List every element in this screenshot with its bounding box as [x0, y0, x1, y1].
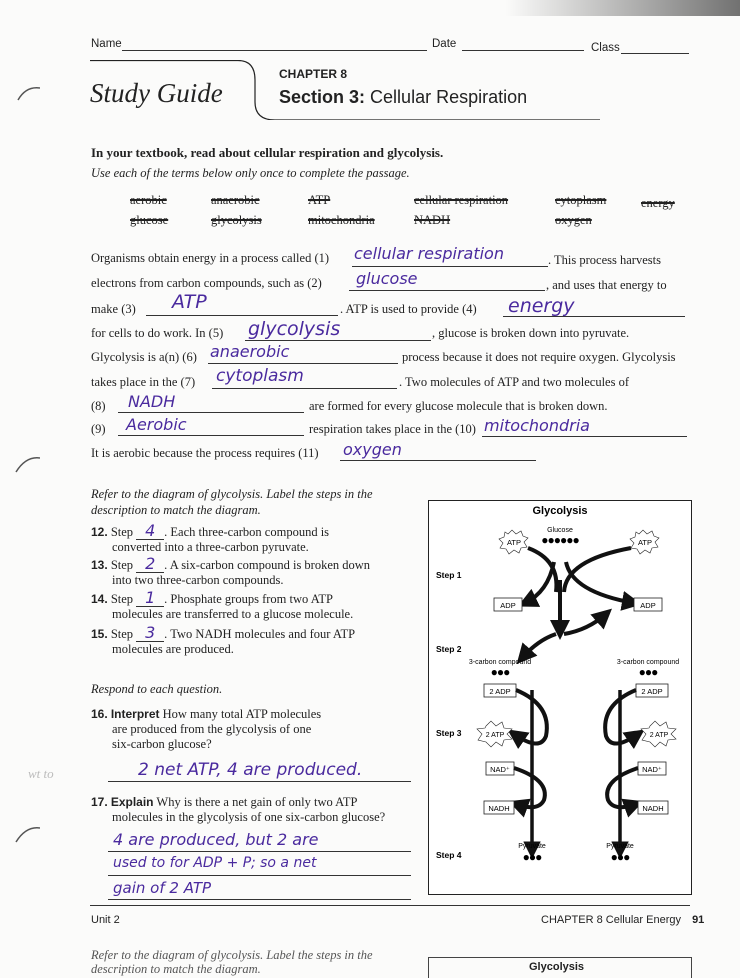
two-adp-label-right: 2 ADP — [641, 687, 663, 696]
q13-text-1: . A six-carbon compound is broken down — [164, 558, 371, 572]
section-number: Section 3: — [279, 87, 366, 107]
step-question-13 — [91, 554, 421, 587]
footer-unit: Unit 2 — [91, 914, 120, 926]
pyruvate-carbons-left: ●●● — [522, 850, 542, 864]
passage-line-3b: . ATP is used to provide (4) — [340, 302, 477, 316]
word-energy: energy — [641, 196, 675, 210]
adp-label-right: ADP — [640, 601, 656, 610]
step-1-label: Step 1 — [436, 570, 462, 580]
bleed-diagram-title: Glycolysis — [529, 961, 585, 973]
q12-answer: 4 — [145, 521, 156, 540]
date-field[interactable] — [462, 50, 584, 51]
blank-1[interactable] — [352, 266, 548, 267]
q12-text-2: converted into a three-carbon pyruvate. — [112, 540, 309, 554]
passage-line-1b: . This process harvests — [548, 253, 661, 267]
diagram-border — [429, 501, 692, 895]
q15-text-2: molecules are produced. — [112, 642, 234, 656]
q13-blank[interactable] — [136, 554, 164, 573]
answer-11: oxygen — [343, 440, 402, 459]
q17-answer-line-1[interactable] — [108, 851, 411, 852]
q16-answer-line[interactable] — [108, 781, 411, 782]
step-question-14 — [91, 588, 421, 621]
q17-answer-1: 4 are produced, but 2 are — [113, 830, 319, 849]
adp-label-left: ADP — [500, 601, 516, 610]
q16-text-3: six-carbon glucose? — [112, 737, 212, 751]
diagram-title: Glycolysis — [532, 505, 588, 517]
answer-5: glycolysis — [248, 318, 341, 340]
q17-text-2: molecules in the glycolysis of one six-carbon glucose? — [112, 810, 386, 824]
q16-answer: 2 net ATP, 4 are produced. — [138, 760, 363, 780]
q15-number: 15. — [91, 627, 108, 641]
name-label: Name — [91, 38, 122, 50]
q17-answer-line-2[interactable] — [108, 875, 411, 876]
q17-text-1: Why is there a net gain of only two ATP — [156, 795, 358, 809]
passage-line-3a: make (3) — [91, 302, 136, 316]
blank-8[interactable] — [118, 412, 304, 413]
question-16 — [91, 707, 421, 752]
q17-answer-3: gain of 2 ATP — [113, 879, 212, 897]
step-2-label: Step 2 — [436, 644, 462, 654]
atp-label-left: ATP — [506, 538, 522, 547]
pyruvate-label-right: Pyruvate — [606, 843, 634, 850]
q17-answer-line-3[interactable] — [108, 899, 411, 900]
nadh-label-right: NADH — [642, 804, 664, 813]
word-cellular-respiration: cellular respiration — [414, 193, 509, 207]
study-guide-title: Study Guide — [90, 78, 223, 108]
q12-number: 12. — [91, 525, 108, 539]
word-oxygen: oxygen — [555, 213, 592, 227]
bleed-line-1: Refer to the diagram of glycolysis. Label the steps in the — [91, 948, 373, 962]
three-carbon-carbons-right: ●●● — [638, 665, 658, 679]
passage-line-4b: , glucose is broken down into pyruvate. — [432, 326, 630, 340]
footer-rule — [90, 905, 690, 906]
q13-step-label: Step — [110, 558, 134, 572]
answer-1: cellular respiration — [354, 244, 504, 263]
q15-blank[interactable] — [136, 623, 164, 642]
step-3-label: Step 3 — [436, 728, 462, 738]
word-glycolysis: glycolysis — [211, 213, 262, 227]
footer-chapter — [541, 914, 704, 926]
section-name: Cellular Respiration — [370, 87, 528, 107]
pyruvate-carbons-right: ●●● — [610, 850, 630, 864]
word-anaerobic: anaerobic — [211, 193, 260, 207]
respond-instruction: Respond to each question. — [91, 682, 223, 696]
step-question-12 — [91, 521, 411, 554]
scan-shadow — [505, 0, 740, 16]
answer-10: mitochondria — [484, 416, 590, 435]
three-carbon-label-right: 3-carbon compound — [616, 659, 680, 666]
q14-number: 14. — [91, 592, 108, 606]
q13-text-2: into two three-carbon compounds. — [112, 573, 284, 587]
passage-line-6b: . Two molecules of ATP and two molecules of — [399, 375, 629, 389]
q14-blank[interactable] — [136, 588, 164, 607]
word-aerobic: aerobic — [130, 193, 167, 207]
word-atp: ATP — [308, 193, 331, 207]
page-number: 91 — [692, 914, 705, 926]
answer-7: cytoplasm — [216, 366, 304, 386]
answer-4: energy — [508, 295, 575, 317]
word-cytoplasm: cytoplasm — [555, 193, 607, 207]
passage-line-4a: for cells to do work. In (5) — [91, 326, 224, 340]
word-nadh: NADH — [414, 213, 451, 227]
three-carbon-label-left: 3-carbon compound — [468, 659, 532, 666]
glucose-carbons: ●●●●●● — [541, 533, 579, 547]
q13-answer: 2 — [145, 554, 156, 573]
three-carbon-carbons-left: ●●● — [490, 665, 510, 679]
blank-9[interactable] — [118, 435, 304, 436]
blank-5[interactable] — [245, 340, 431, 341]
passage-line-1a: Organisms obtain energy in a process called (1) — [91, 251, 330, 265]
blank-10[interactable] — [482, 436, 687, 437]
intro-heading: In your textbook, read about cellular respiration and glycolysis. — [91, 145, 444, 160]
blank-7[interactable] — [212, 388, 397, 389]
nad-label-left: NAD⁺ — [490, 765, 510, 774]
footer-chapter-text: CHAPTER 8 Cellular Energy — [541, 914, 681, 926]
blank-2[interactable] — [349, 290, 545, 291]
answer-8: NADH — [128, 392, 176, 411]
step-question-15 — [91, 623, 421, 656]
q12-step-label: Step — [110, 525, 134, 539]
q16-ghost-text: wt to — [28, 766, 54, 781]
chapter-label: CHAPTER 8 — [279, 67, 348, 81]
blank-6[interactable] — [208, 363, 398, 364]
passage-line-2b: , and uses that energy to — [546, 278, 667, 292]
word-mitochondria: mitochondria — [308, 213, 375, 227]
diagram-instruction-line-1: Refer to the diagram of glycolysis. Label the steps in the — [91, 487, 373, 501]
date-label: Date — [432, 38, 457, 50]
q15-text-1: . Two NADH molecules and four ATP — [164, 627, 356, 641]
diagram-instruction — [91, 486, 373, 518]
passage-line-6a: takes place in the (7) — [91, 375, 196, 389]
blank-3[interactable] — [146, 315, 338, 316]
q17-answer-2: used to for ADP + P; so a net — [113, 855, 317, 871]
step-4-label: Step 4 — [436, 850, 462, 860]
question-17 — [91, 795, 431, 825]
q14-step-label: Step — [110, 592, 134, 606]
section-title — [279, 87, 527, 108]
q16-number: 16. — [91, 707, 108, 721]
q17-number: 17. — [91, 795, 108, 809]
bleed-diagram-box — [428, 957, 692, 978]
q16-text-2: are produced from the glycolysis of one — [112, 722, 312, 736]
blank-11[interactable] — [340, 460, 536, 461]
q14-text-2: molecules are transferred to a glucose molecule. — [112, 607, 354, 621]
q14-text-1: . Phosphate groups from two ATP — [164, 592, 333, 606]
glycolysis-diagram — [428, 500, 692, 895]
answer-2: glucose — [356, 269, 418, 288]
passage-line-8a: (9) — [91, 422, 106, 436]
atp-label-right: ATP — [637, 538, 653, 547]
q13-number: 13. — [91, 558, 108, 572]
q16-text-1: How many total ATP molecules — [162, 707, 322, 721]
q15-answer: 3 — [145, 623, 156, 642]
two-atp-label-right: 2 ATP — [649, 732, 669, 739]
answer-9: Aerobic — [126, 415, 187, 434]
passage-line-7b: are formed for every glucose molecule that is broken down. — [309, 399, 608, 413]
passage-line-9a: It is aerobic because the process requires (11) — [91, 446, 319, 460]
nad-label-right: NAD⁺ — [642, 765, 662, 774]
class-field[interactable] — [621, 53, 689, 54]
q17-label: Explain — [110, 795, 154, 809]
answer-6: anaerobic — [210, 342, 290, 361]
answer-3: ATP — [172, 291, 207, 313]
passage-line-2a: electrons from carbon compounds, such as (2) — [91, 276, 322, 290]
intro-instruction: Use each of the terms below only once to complete the passage. — [91, 166, 410, 180]
q12-blank[interactable] — [136, 521, 164, 540]
q14-answer: 1 — [145, 588, 156, 607]
bleed-line-2: description to match the diagram. — [91, 962, 261, 976]
class-label: Class — [591, 42, 620, 54]
passage-line-8b: respiration takes place in the (10) — [309, 422, 476, 436]
margin-marks — [0, 0, 40, 970]
nadh-label-left: NADH — [488, 804, 510, 813]
diagram-instruction-line-2: description to match the diagram. — [91, 503, 261, 517]
pyruvate-label-left: Pyruvate — [518, 843, 546, 850]
name-field[interactable] — [122, 50, 427, 51]
glucose-label: Glucose — [547, 527, 573, 534]
q16-label: Interpret — [110, 707, 160, 721]
q12-text-1: . Each three-carbon compound is — [164, 525, 330, 539]
q15-step-label: Step — [110, 627, 134, 641]
word-glucose: glucose — [130, 213, 169, 227]
passage-line-7a: (8) — [91, 399, 106, 413]
two-atp-label-left: 2 ATP — [485, 732, 505, 739]
passage-line-5a: Glycolysis is a(n) (6) — [91, 350, 197, 364]
passage-line-5b: process because it does not require oxygen. Glycolysis — [402, 350, 676, 364]
two-adp-label-left: 2 ADP — [489, 687, 511, 696]
